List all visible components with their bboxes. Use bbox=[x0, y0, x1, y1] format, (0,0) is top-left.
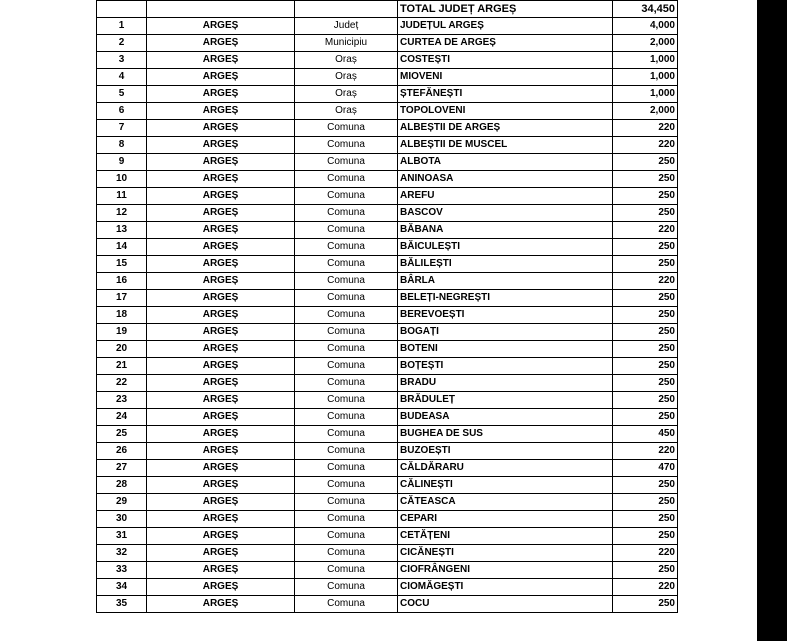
amount-cell: 220 bbox=[613, 222, 678, 239]
county-cell: ARGEȘ bbox=[147, 222, 295, 239]
row-number-cell: 3 bbox=[97, 52, 147, 69]
amount-cell: 220 bbox=[613, 443, 678, 460]
county-cell: ARGEȘ bbox=[147, 562, 295, 579]
row-number-cell: 32 bbox=[97, 545, 147, 562]
allocation-table bbox=[96, 0, 678, 613]
unit-name-cell: BĂICULEȘTI bbox=[398, 239, 613, 256]
row-number-cell: 23 bbox=[97, 392, 147, 409]
row-number-cell: 7 bbox=[97, 120, 147, 137]
row-number-cell: 1 bbox=[97, 18, 147, 35]
table-row bbox=[97, 596, 678, 613]
unit-type-cell: Comuna bbox=[295, 188, 398, 205]
unit-name-cell: BELEȚI-NEGREȘTI bbox=[398, 290, 613, 307]
county-cell: ARGEȘ bbox=[147, 18, 295, 35]
unit-name-cell: BRADU bbox=[398, 375, 613, 392]
table-row bbox=[97, 35, 678, 52]
amount-cell: 220 bbox=[613, 545, 678, 562]
county-cell: ARGEȘ bbox=[147, 528, 295, 545]
county-cell: ARGEȘ bbox=[147, 579, 295, 596]
total-row bbox=[97, 1, 678, 18]
county-cell: ARGEȘ bbox=[147, 358, 295, 375]
unit-name-cell: COSTEȘTI bbox=[398, 52, 613, 69]
unit-type-cell: Comuna bbox=[295, 222, 398, 239]
row-number-cell: 8 bbox=[97, 137, 147, 154]
unit-type-cell: Comuna bbox=[295, 307, 398, 324]
unit-name-cell: CIOFRÂNGENI bbox=[398, 562, 613, 579]
county-cell: ARGEȘ bbox=[147, 341, 295, 358]
unit-name-cell: CĂLINEȘTI bbox=[398, 477, 613, 494]
county-cell: ARGEȘ bbox=[147, 171, 295, 188]
table-row bbox=[97, 511, 678, 528]
table-row bbox=[97, 52, 678, 69]
row-number-cell: 17 bbox=[97, 290, 147, 307]
unit-name-cell: BUZOEȘTI bbox=[398, 443, 613, 460]
unit-type-cell: Comuna bbox=[295, 171, 398, 188]
row-number-cell: 18 bbox=[97, 307, 147, 324]
amount-cell: 250 bbox=[613, 290, 678, 307]
table-row bbox=[97, 392, 678, 409]
amount-cell: 250 bbox=[613, 409, 678, 426]
row-number-cell: 13 bbox=[97, 222, 147, 239]
row-number-cell: 31 bbox=[97, 528, 147, 545]
row-number-cell: 29 bbox=[97, 494, 147, 511]
table-row bbox=[97, 341, 678, 358]
county-cell: ARGEȘ bbox=[147, 392, 295, 409]
table-row bbox=[97, 205, 678, 222]
table-row bbox=[97, 477, 678, 494]
county-cell: ARGEȘ bbox=[147, 205, 295, 222]
row-number-cell: 22 bbox=[97, 375, 147, 392]
total-row-judet-cell bbox=[147, 1, 295, 18]
county-cell: ARGEȘ bbox=[147, 290, 295, 307]
unit-type-cell: Comuna bbox=[295, 562, 398, 579]
row-number-cell: 19 bbox=[97, 324, 147, 341]
table-row bbox=[97, 120, 678, 137]
table-row bbox=[97, 358, 678, 375]
county-cell: ARGEȘ bbox=[147, 494, 295, 511]
unit-name-cell: BOGAȚI bbox=[398, 324, 613, 341]
amount-cell: 250 bbox=[613, 239, 678, 256]
county-cell: ARGEȘ bbox=[147, 477, 295, 494]
amount-cell: 450 bbox=[613, 426, 678, 443]
unit-type-cell: Comuna bbox=[295, 290, 398, 307]
amount-cell: 250 bbox=[613, 154, 678, 171]
unit-type-cell: Municipiu bbox=[295, 35, 398, 52]
amount-cell: 250 bbox=[613, 392, 678, 409]
amount-cell: 250 bbox=[613, 358, 678, 375]
county-cell: ARGEȘ bbox=[147, 137, 295, 154]
unit-name-cell: BEREVOEȘTI bbox=[398, 307, 613, 324]
table-row bbox=[97, 562, 678, 579]
page-edge-bar bbox=[757, 0, 787, 641]
amount-cell: 220 bbox=[613, 137, 678, 154]
amount-cell: 2,000 bbox=[613, 35, 678, 52]
unit-name-cell: ANINOASA bbox=[398, 171, 613, 188]
table-row bbox=[97, 528, 678, 545]
allocation-table-body bbox=[97, 1, 678, 613]
row-number-cell: 30 bbox=[97, 511, 147, 528]
row-number-cell: 9 bbox=[97, 154, 147, 171]
amount-cell: 250 bbox=[613, 596, 678, 613]
county-cell: ARGEȘ bbox=[147, 460, 295, 477]
table-row bbox=[97, 18, 678, 35]
unit-type-cell: Comuna bbox=[295, 341, 398, 358]
amount-cell: 250 bbox=[613, 477, 678, 494]
county-cell: ARGEȘ bbox=[147, 69, 295, 86]
row-number-cell: 24 bbox=[97, 409, 147, 426]
unit-type-cell: Comuna bbox=[295, 205, 398, 222]
row-number-cell: 34 bbox=[97, 579, 147, 596]
unit-name-cell: COCU bbox=[398, 596, 613, 613]
unit-name-cell: CURTEA DE ARGEȘ bbox=[398, 35, 613, 52]
table-row bbox=[97, 307, 678, 324]
unit-type-cell: Comuna bbox=[295, 579, 398, 596]
amount-cell: 220 bbox=[613, 120, 678, 137]
unit-type-cell: Comuna bbox=[295, 528, 398, 545]
amount-cell: 250 bbox=[613, 307, 678, 324]
unit-type-cell: Comuna bbox=[295, 154, 398, 171]
unit-type-cell: Comuna bbox=[295, 239, 398, 256]
table-row bbox=[97, 494, 678, 511]
row-number-cell: 10 bbox=[97, 171, 147, 188]
table-row bbox=[97, 239, 678, 256]
county-cell: ARGEȘ bbox=[147, 273, 295, 290]
unit-name-cell: ȘTEFĂNEȘTI bbox=[398, 86, 613, 103]
row-number-cell: 35 bbox=[97, 596, 147, 613]
county-cell: ARGEȘ bbox=[147, 52, 295, 69]
table-row bbox=[97, 188, 678, 205]
unit-type-cell: Comuna bbox=[295, 494, 398, 511]
county-cell: ARGEȘ bbox=[147, 443, 295, 460]
unit-name-cell: BĂBANA bbox=[398, 222, 613, 239]
table-row bbox=[97, 171, 678, 188]
unit-name-cell: JUDEȚUL ARGEȘ bbox=[398, 18, 613, 35]
total-row-nr-cell bbox=[97, 1, 147, 18]
county-cell: ARGEȘ bbox=[147, 239, 295, 256]
county-cell: ARGEȘ bbox=[147, 307, 295, 324]
unit-name-cell: BÂRLA bbox=[398, 273, 613, 290]
unit-type-cell: Comuna bbox=[295, 273, 398, 290]
amount-cell: 250 bbox=[613, 324, 678, 341]
unit-name-cell: ALBEȘTII DE MUSCEL bbox=[398, 137, 613, 154]
row-number-cell: 26 bbox=[97, 443, 147, 460]
county-cell: ARGEȘ bbox=[147, 86, 295, 103]
unit-type-cell: Comuna bbox=[295, 358, 398, 375]
table-row bbox=[97, 222, 678, 239]
unit-type-cell: Comuna bbox=[295, 460, 398, 477]
county-cell: ARGEȘ bbox=[147, 120, 295, 137]
unit-type-cell: Oraș bbox=[295, 52, 398, 69]
table-row bbox=[97, 579, 678, 596]
unit-type-cell: Comuna bbox=[295, 137, 398, 154]
amount-cell: 250 bbox=[613, 562, 678, 579]
total-row-type-cell bbox=[295, 1, 398, 18]
table-row bbox=[97, 375, 678, 392]
amount-cell: 220 bbox=[613, 273, 678, 290]
county-cell: ARGEȘ bbox=[147, 35, 295, 52]
unit-type-cell: Oraș bbox=[295, 69, 398, 86]
unit-name-cell: ALBEȘTII DE ARGEȘ bbox=[398, 120, 613, 137]
county-cell: ARGEȘ bbox=[147, 375, 295, 392]
amount-cell: 4,000 bbox=[613, 18, 678, 35]
county-cell: ARGEȘ bbox=[147, 596, 295, 613]
table-row bbox=[97, 290, 678, 307]
total-value: 34,450 bbox=[613, 1, 678, 18]
table-row bbox=[97, 86, 678, 103]
unit-type-cell: Județ bbox=[295, 18, 398, 35]
amount-cell: 470 bbox=[613, 460, 678, 477]
unit-type-cell: Comuna bbox=[295, 256, 398, 273]
table-row bbox=[97, 426, 678, 443]
row-number-cell: 14 bbox=[97, 239, 147, 256]
unit-type-cell: Comuna bbox=[295, 596, 398, 613]
unit-type-cell: Comuna bbox=[295, 392, 398, 409]
row-number-cell: 33 bbox=[97, 562, 147, 579]
amount-cell: 250 bbox=[613, 528, 678, 545]
unit-type-cell: Comuna bbox=[295, 120, 398, 137]
amount-cell: 250 bbox=[613, 511, 678, 528]
amount-cell: 250 bbox=[613, 494, 678, 511]
county-cell: ARGEȘ bbox=[147, 103, 295, 120]
unit-name-cell: CĂTEASCA bbox=[398, 494, 613, 511]
amount-cell: 220 bbox=[613, 579, 678, 596]
unit-type-cell: Comuna bbox=[295, 511, 398, 528]
unit-name-cell: BRĂDULEȚ bbox=[398, 392, 613, 409]
county-cell: ARGEȘ bbox=[147, 409, 295, 426]
amount-cell: 1,000 bbox=[613, 69, 678, 86]
unit-type-cell: Comuna bbox=[295, 324, 398, 341]
unit-name-cell: MIOVENI bbox=[398, 69, 613, 86]
unit-name-cell: CICĂNEȘTI bbox=[398, 545, 613, 562]
unit-name-cell: CEPARI bbox=[398, 511, 613, 528]
unit-type-cell: Comuna bbox=[295, 426, 398, 443]
amount-cell: 1,000 bbox=[613, 86, 678, 103]
table-row bbox=[97, 69, 678, 86]
table-row bbox=[97, 324, 678, 341]
unit-name-cell: CĂLDĂRARU bbox=[398, 460, 613, 477]
unit-name-cell: BUDEASA bbox=[398, 409, 613, 426]
unit-name-cell: BOȚEȘTI bbox=[398, 358, 613, 375]
unit-name-cell: BUGHEA DE SUS bbox=[398, 426, 613, 443]
row-number-cell: 5 bbox=[97, 86, 147, 103]
unit-type-cell: Comuna bbox=[295, 375, 398, 392]
amount-cell: 250 bbox=[613, 256, 678, 273]
row-number-cell: 27 bbox=[97, 460, 147, 477]
amount-cell: 250 bbox=[613, 171, 678, 188]
table-row bbox=[97, 103, 678, 120]
table-row bbox=[97, 273, 678, 290]
county-cell: ARGEȘ bbox=[147, 188, 295, 205]
unit-type-cell: Comuna bbox=[295, 545, 398, 562]
amount-cell: 250 bbox=[613, 205, 678, 222]
unit-name-cell: CIOMĂGEȘTI bbox=[398, 579, 613, 596]
unit-name-cell: AREFU bbox=[398, 188, 613, 205]
table-row bbox=[97, 545, 678, 562]
row-number-cell: 16 bbox=[97, 273, 147, 290]
unit-type-cell: Oraș bbox=[295, 103, 398, 120]
amount-cell: 2,000 bbox=[613, 103, 678, 120]
row-number-cell: 2 bbox=[97, 35, 147, 52]
unit-name-cell: CETĂȚENI bbox=[398, 528, 613, 545]
county-cell: ARGEȘ bbox=[147, 256, 295, 273]
row-number-cell: 15 bbox=[97, 256, 147, 273]
row-number-cell: 28 bbox=[97, 477, 147, 494]
row-number-cell: 20 bbox=[97, 341, 147, 358]
unit-type-cell: Oraș bbox=[295, 86, 398, 103]
row-number-cell: 21 bbox=[97, 358, 147, 375]
table-row bbox=[97, 443, 678, 460]
unit-type-cell: Comuna bbox=[295, 443, 398, 460]
table-row bbox=[97, 409, 678, 426]
amount-cell: 250 bbox=[613, 375, 678, 392]
county-cell: ARGEȘ bbox=[147, 324, 295, 341]
table-row bbox=[97, 460, 678, 477]
unit-name-cell: BĂLILEȘTI bbox=[398, 256, 613, 273]
unit-name-cell: TOPOLOVENI bbox=[398, 103, 613, 120]
amount-cell: 250 bbox=[613, 341, 678, 358]
row-number-cell: 25 bbox=[97, 426, 147, 443]
row-number-cell: 6 bbox=[97, 103, 147, 120]
row-number-cell: 12 bbox=[97, 205, 147, 222]
row-number-cell: 11 bbox=[97, 188, 147, 205]
unit-name-cell: BOTENI bbox=[398, 341, 613, 358]
unit-name-cell: BASCOV bbox=[398, 205, 613, 222]
unit-type-cell: Comuna bbox=[295, 477, 398, 494]
county-cell: ARGEȘ bbox=[147, 154, 295, 171]
county-cell: ARGEȘ bbox=[147, 545, 295, 562]
amount-cell: 250 bbox=[613, 188, 678, 205]
county-cell: ARGEȘ bbox=[147, 511, 295, 528]
unit-name-cell: ALBOTA bbox=[398, 154, 613, 171]
row-number-cell: 4 bbox=[97, 69, 147, 86]
table-row bbox=[97, 154, 678, 171]
table-row bbox=[97, 256, 678, 273]
unit-type-cell: Comuna bbox=[295, 409, 398, 426]
total-label: TOTAL JUDEȚ ARGEȘ bbox=[398, 1, 613, 18]
county-cell: ARGEȘ bbox=[147, 426, 295, 443]
table-row bbox=[97, 137, 678, 154]
amount-cell: 1,000 bbox=[613, 52, 678, 69]
